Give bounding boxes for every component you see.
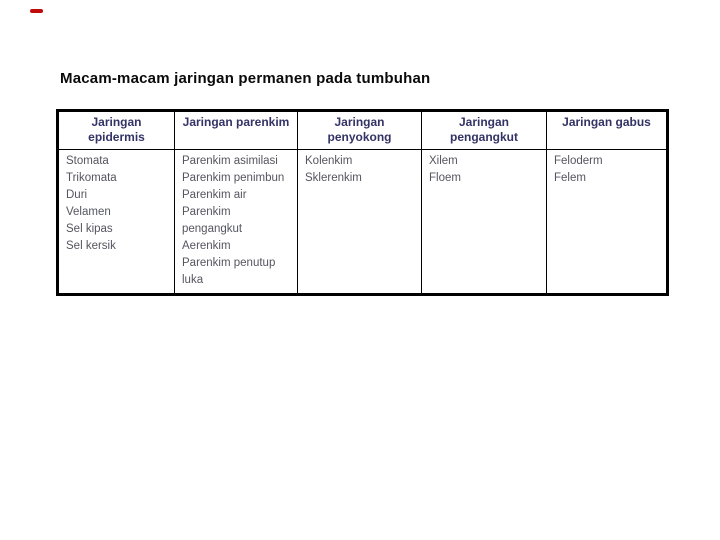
table-body	[58, 150, 668, 295]
header-line: Jaringan	[334, 115, 385, 129]
list-item: Stomata	[66, 155, 109, 167]
column-header-pengangkut	[422, 111, 547, 150]
red-dash-mark	[30, 9, 43, 13]
permanent-tissue-table	[56, 109, 669, 296]
header-line: pengangkut	[450, 130, 518, 144]
list-item: Parenkim asimilasi	[182, 155, 278, 167]
list-item: Kolenkim	[305, 155, 353, 167]
list-item: Parenkim penutup luka	[182, 257, 276, 286]
list-item: Aerenkim	[182, 240, 231, 252]
cell-penyokong-items	[298, 150, 422, 295]
list-item: Felem	[554, 172, 586, 184]
header-line: epidermis	[88, 130, 145, 144]
column-header-penyokong	[298, 111, 422, 150]
column-header-parenkim	[175, 111, 298, 150]
list-item: Parenkim penimbun	[182, 172, 285, 184]
list-item: Velamen	[66, 206, 111, 218]
list-item: Sel kersik	[66, 240, 116, 252]
header-line: penyokong	[327, 130, 392, 144]
slide-title: Macam-macam jaringan permanen pada tumbuhan	[60, 70, 431, 87]
list-item: Duri	[66, 189, 88, 201]
list-item: Floem	[429, 172, 461, 184]
list-item: Sklerenkim	[305, 172, 362, 184]
header-line: Jaringan gabus	[562, 115, 651, 129]
cell-pengangkut-items	[422, 150, 547, 295]
table-body-row	[58, 150, 668, 295]
header-line: Jaringan parenkim	[182, 115, 290, 129]
list-item: Sel kipas	[66, 223, 113, 235]
cell-gabus-items	[547, 150, 668, 295]
list-item: Parenkim pengangkut	[182, 206, 243, 235]
list-item: Parenkim air	[182, 189, 247, 201]
column-header-epidermis	[58, 111, 175, 150]
list-item: Feloderm	[554, 155, 603, 167]
header-line: Jaringan	[458, 115, 509, 129]
list-item: Xilem	[429, 155, 458, 167]
table-header	[58, 111, 668, 150]
cell-epidermis-items	[58, 150, 175, 295]
column-header-gabus	[547, 111, 668, 150]
cell-parenkim-items	[175, 150, 298, 295]
table-header-row	[58, 111, 668, 150]
header-line: Jaringan	[91, 115, 142, 129]
list-item: Trikomata	[66, 172, 117, 184]
